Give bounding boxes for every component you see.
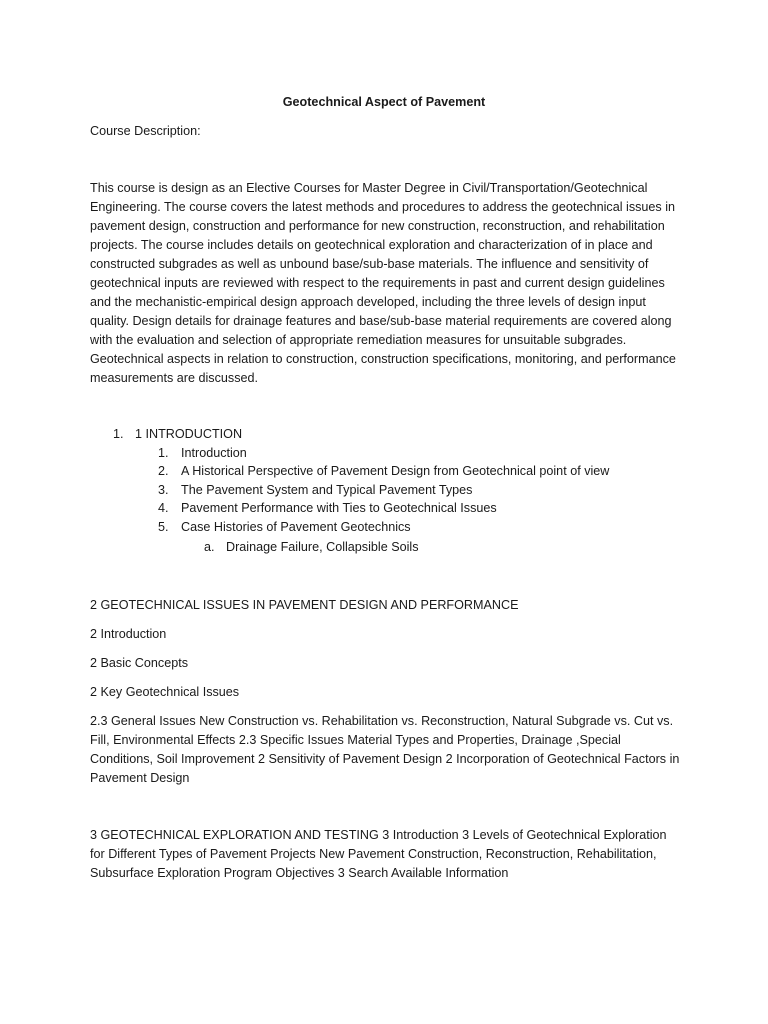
- list-item-label: Case Histories of Pavement Geotechnics: [181, 520, 411, 534]
- list-item-label: Pavement Performance with Ties to Geotechnical Issues: [181, 501, 497, 515]
- list-item-label: A Historical Perspective of Pavement Design from Geotechnical point of view: [181, 464, 610, 478]
- course-description-paragraph: This course is design as an Elective Courses for Master Degree in Civil/Transportation/Geotechnical Engineering. The course covers the latest methods and procedures to address the geotechnical issues in pavement design, construction and performance for new construction, reconstruction, and rehabilitation projects. The course includes details on geotechnical exploration and characterization of in place and constructed subgrades as well as unbound base/sub-base materials. The influence and sensitivity of geotechnical inputs are reviewed with respect to the requirements in past and current design guidelines and the mechanistic-empirical design approach developed, including the three levels of design input quality. Design details for drainage features and base/sub-base material requirements are covered along with the evaluation and selection of appropriate remediation measures for unsuitable subgrades. Geotechnical aspects in relation to construction, construction specifications, monitoring, and performance measurements are discussed.: [90, 181, 676, 385]
- section2-introduction: 2 Introduction: [90, 627, 167, 641]
- outline-subitem: [158, 499, 497, 518]
- list-item-label: Drainage Failure, Collapsible Soils: [226, 540, 419, 554]
- list-number: 5.: [158, 520, 169, 534]
- list-item-label: Introduction: [181, 446, 247, 460]
- section3-paragraph: 3 GEOTECHNICAL EXPLORATION AND TESTING 3 Introduction 3 Levels of Geotechnical Exploration for Different Types of Pavement Projects New Pavement Construction, Reconstruction, Rehabilitation, Subsurface Exploration Program Objectives 3 Search Available Information: [90, 828, 667, 880]
- list-number: 4.: [158, 501, 169, 515]
- outline-subitem: [158, 518, 411, 537]
- outline-subitem: [158, 481, 472, 500]
- section2-key-issues: 2 Key Geotechnical Issues: [90, 685, 240, 699]
- list-letter: a.: [204, 540, 215, 554]
- section2-basic-concepts: 2 Basic Concepts: [90, 656, 189, 670]
- section2-heading: 2 GEOTECHNICAL ISSUES IN PAVEMENT DESIGN AND PERFORMANCE: [90, 598, 519, 612]
- outline-subsubitem: [204, 538, 419, 557]
- section2-general-issues: 2.3 General Issues New Construction vs. Rehabilitation vs. Reconstruction, Natural Subgrade vs. Cut vs. Fill, Environmental Effects 2.3 Specific Issues Material Types and Properties, Drainage ,Special Conditions, Soil Improvement 2 Sensitivity of Pavement Design 2 Incorporation of Geotechnical Factors in Pavement Design: [90, 714, 680, 785]
- list-number: 3.: [158, 483, 169, 497]
- list-number: 1.: [158, 446, 169, 460]
- outline-subitem: [158, 444, 247, 463]
- document-title: Geotechnical Aspect of Pavement: [282, 95, 486, 109]
- course-description-label: Course Description:: [90, 124, 201, 138]
- list-item-label: The Pavement System and Typical Pavement Types: [181, 483, 473, 497]
- list-number: 1.: [113, 427, 124, 441]
- list-item-label: 1 INTRODUCTION: [135, 427, 243, 441]
- list-number: 2.: [158, 464, 169, 478]
- outline-item-1: [113, 425, 242, 444]
- outline-subitem: [158, 462, 609, 481]
